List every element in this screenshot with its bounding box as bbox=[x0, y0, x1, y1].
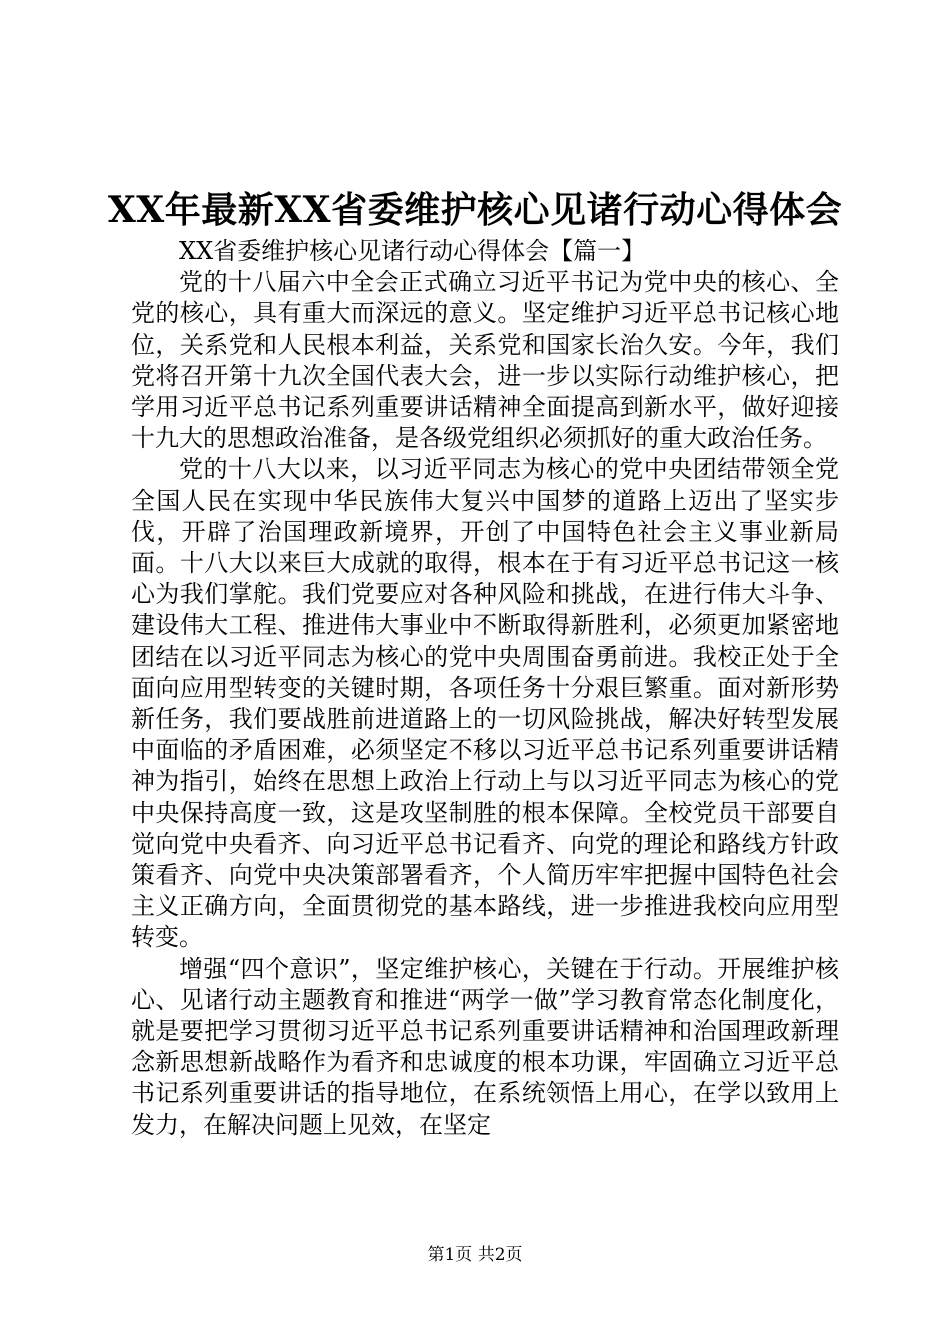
body-paragraph-2: 党的十八大以来，以习近平同志为核心的党中央团结带领全党全国人民在实现中华民族伟大复兴中国梦的道路上迈出了坚实步伐，开辟了治国理政新境界，开创了中国特色社会主义事业新局面。十八大以来巨大成就的取得，根本在于有习近平总书记这一核心为我们掌舵。我们党要应对各种风险和挑战，在进行伟大斗争、建设伟大工程、推进伟大事业中不断取得新胜利，必须更加紧密地团结在以习近平同志为核心的党中央周围奋勇前进。我校正处于全面向应用型转变的关键时期，各项任务十分艰巨繁重。面对新形势新任务，我们要战胜前进道路上的一切风险挑战，解决好转型发展中面临的矛盾困难，必须坚定不移以习近平总书记系列重要讲话精神为指引，始终在思想上政治上行动上与以习近平同志为核心的党中央保持高度一致，这是攻坚制胜的根本保障。全校党员干部要自觉向党中央看齐、向习近平总书记看齐、向党的理论和路线方针政策看齐、向党中央决策部署看齐，个人简历牢牢把握中国特色社会主义正确方向，全面贯彻党的基本路线，进一步推进我校向应用型转变。 bbox=[131, 455, 839, 952]
section-subtitle: XX省委维护核心见诸行动心得体会【篇一】 bbox=[179, 237, 646, 265]
document-title: XX年最新XX省委维护核心见诸行动心得体会 bbox=[107, 189, 843, 231]
page-number-footer: 第1页 共2页 bbox=[427, 1245, 523, 1265]
document-body bbox=[131, 236, 839, 1141]
body-paragraph-1: 党的十八届六中全会正式确立习近平书记为党中央的核心、全党的核心，具有重大而深远的意义。坚定维护习近平总书记核心地位，关系党和人民根本利益，关系党和国家长治久安。今年，我们党将召开第十九次全国代表大会，进一步以实际行动维护核心，把学用习近平总书记系列重要讲话精神全面提高到新水平，做好迎接十九大的思想政治准备，是各级党组织必须抓好的重大政治任务。 bbox=[131, 268, 839, 453]
body-paragraph-3: 增强“四个意识”，坚定维护核心，关键在于行动。开展维护核心、见诸行动主题教育和推进“两学一做”学习教育常态化制度化，就是要把学习贯彻习近平总书记系列重要讲话精神和治国理政新理念新思想新战略作为看齐和忠诚度的根本功课，牢固确立习近平总书记系列重要讲话的指导地位，在系统领悟上用心，在学以致用上发力，在解决问题上见效，在坚定 bbox=[131, 954, 839, 1139]
